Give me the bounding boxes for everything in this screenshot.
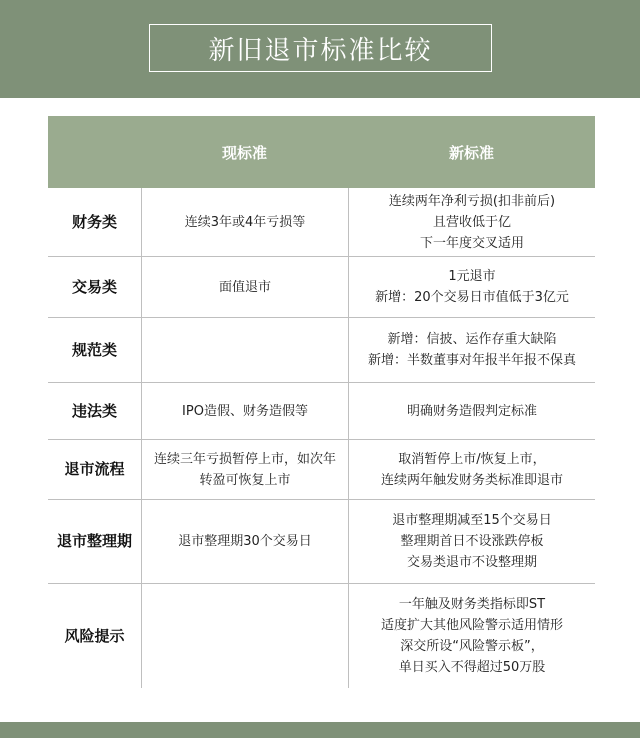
cell-new-standard bbox=[348, 440, 595, 499]
cell-new-standard bbox=[348, 318, 595, 382]
header-band bbox=[0, 0, 640, 98]
column-header-old: 现标准 bbox=[221, 143, 267, 162]
column-header-new: 新标准 bbox=[448, 143, 494, 162]
new-standard-line: 新增：20个交易日市值低于3亿元 bbox=[375, 290, 569, 305]
new-standard-line: 一年触及财务类指标即ST bbox=[398, 597, 546, 612]
row-category: 违法类 bbox=[71, 401, 117, 420]
new-standard-line: 且营收低于亿 bbox=[432, 214, 511, 230]
page-title: 新旧退市标准比较 bbox=[149, 24, 492, 72]
new-standard-line: 取消暂停上市/恢复上市， bbox=[398, 451, 546, 467]
row-category: 规范类 bbox=[71, 340, 117, 359]
old-standard-line: 转盈可恢复上市 bbox=[199, 472, 291, 488]
cell-old-standard bbox=[141, 584, 348, 688]
table-row bbox=[48, 584, 595, 688]
old-standard-line: IPO造假、财务造假等 bbox=[182, 403, 308, 419]
new-standard-line: 新增：信披、运作存重大缺陷 bbox=[387, 332, 557, 347]
new-standard-line: 退市整理期减至15个交易日 bbox=[392, 513, 552, 528]
table-row bbox=[48, 440, 595, 500]
row-category: 退市整理期 bbox=[56, 532, 132, 550]
row-category: 退市流程 bbox=[64, 460, 125, 478]
cell-new-standard bbox=[348, 257, 595, 317]
new-standard-line: 新增：半数董事对年报半年报不保真 bbox=[367, 353, 576, 368]
new-standard-line: 连续两年净利亏损(扣非前后) bbox=[388, 193, 556, 209]
table-row bbox=[48, 257, 595, 318]
cell-new-standard bbox=[348, 584, 595, 688]
new-standard-line: 整理期首日不设涨跌停板 bbox=[400, 534, 544, 549]
new-standard-line: 深交所设“风险警示板”， bbox=[400, 639, 544, 654]
table-row bbox=[48, 188, 595, 257]
table-row bbox=[48, 500, 595, 584]
row-category: 财务类 bbox=[71, 212, 117, 231]
new-standard-line: 适度扩大其他风险警示适用情形 bbox=[380, 618, 563, 633]
cell-new-standard bbox=[348, 500, 595, 583]
table-header bbox=[48, 116, 595, 188]
cell-new-standard bbox=[348, 383, 595, 439]
table-row bbox=[48, 318, 595, 383]
footer-band bbox=[0, 722, 640, 738]
old-standard-line: 连续3年或4年亏损等 bbox=[184, 214, 306, 230]
cell-new-standard bbox=[348, 188, 595, 256]
old-standard-line: 连续三年亏损暂停上市，如次年 bbox=[153, 451, 336, 467]
cell-old-standard bbox=[141, 318, 348, 382]
new-standard-line: 下一年度交叉适用 bbox=[419, 235, 524, 251]
new-standard-line: 1元退市 bbox=[448, 269, 496, 284]
cell-old-standard bbox=[141, 188, 348, 256]
new-standard-line: 连续两年触发财务类标准即退市 bbox=[380, 472, 563, 488]
old-standard-line: 退市整理期30个交易日 bbox=[178, 534, 312, 549]
table-row bbox=[48, 383, 595, 440]
new-standard-line: 交易类退市不设整理期 bbox=[406, 555, 537, 570]
old-standard-line: 面值退市 bbox=[218, 279, 271, 295]
cell-old-standard bbox=[141, 500, 348, 583]
new-standard-line: 单日买入不得超过50万股 bbox=[398, 660, 546, 675]
new-standard-line: 明确财务造假判定标准 bbox=[406, 403, 537, 419]
cell-old-standard bbox=[141, 257, 348, 317]
row-category: 交易类 bbox=[71, 277, 117, 296]
row-category: 风险提示 bbox=[64, 626, 125, 645]
cell-old-standard bbox=[141, 440, 348, 499]
cell-old-standard bbox=[141, 383, 348, 439]
